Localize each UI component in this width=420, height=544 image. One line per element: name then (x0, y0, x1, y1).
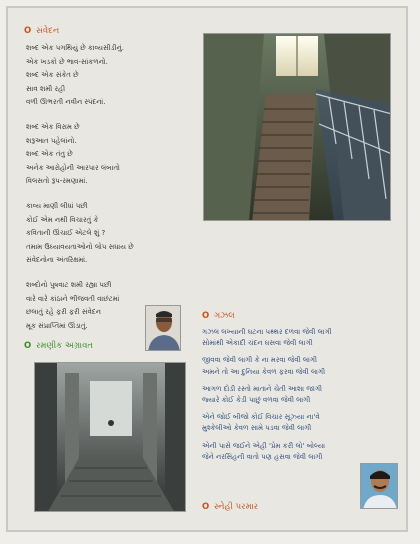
poem2-couplet (202, 327, 332, 349)
poem-line: ગઝલ લખ્યાની ઘટના પથ્થર દળવા જેવી લાગી (202, 328, 332, 336)
poem-line: એની પાસે જઈને એહી 'પ્રેમ કરી લો' બોલ્યા (202, 441, 326, 450)
poem-line: સંવેદનોના અંતરિક્ષમાં. (26, 256, 88, 265)
poem2-body (202, 327, 332, 469)
poem-line: અમને તો આ દુનિયા કેવળ ફરવા જેવી લાગી (202, 367, 326, 376)
poem-line: એને જોઈ બીજો કોઈ વિચાર સૂઝ્યા ના'વે (202, 413, 320, 422)
poem-line: આગળ દોડી રસ્તો માતાને ચેતી આશા જાગી (202, 384, 323, 393)
poem-line: વળી ઊભરતી નવીન સ્પંદનાં. (26, 98, 106, 107)
poem1-stanza (26, 42, 134, 110)
poem-line: છલાતું રહે ફરી ફરી સંવેદન (26, 308, 101, 317)
poem-line: સોમાંથી એકાદી ચંદન ઘસવા જેવી લાગી (202, 339, 313, 348)
poem2-couplet (202, 384, 332, 406)
poem-line: જ્યારે કોઈ કેડી પાછું વળવા જેવી લાગી (202, 396, 311, 405)
poem-line: કાવ્ય માણી લીધાં પછી (26, 201, 88, 210)
poem-line: મુશ્કેલીઓ કેવળ સામે પડવા જેવી લાગી (202, 424, 312, 433)
stairwell-photo (203, 33, 391, 221)
poem2-heading: O ગઝલ (202, 311, 235, 321)
poem1-author: O રમણીક અગ્રાવત (24, 341, 94, 351)
poem-line: અનેક આરોહોની આરપાર લંબાતો (26, 163, 120, 172)
poem-line: શબ્દ એક પગથિયું છે કાવ્યસીડીનું. (26, 44, 124, 52)
poem-line: કોઈ એમ નથી વિચારતું કે (26, 215, 99, 224)
poem-line: વારે વારે કાંઠાને ભીંજવતી વાછંટમાં (26, 294, 120, 303)
poem-line: મૂક સંપ્રાપ્તિમાં ઊંડાતું. (26, 321, 88, 330)
poem1-stanza (26, 279, 134, 333)
poem1-body (26, 42, 134, 344)
poem-line: વિલસતો રૂપ-રમણામાં. (26, 177, 88, 186)
poem-line: શબ્દોનો પુષવાટ શમી રહ્યા પછી (26, 280, 112, 289)
hall-photo (34, 362, 186, 512)
poem-line: એક ખડકો છે ભાવ-સાંકળનો. (26, 57, 108, 66)
poem-line: શબ્દ એક વિરામ છે (26, 122, 80, 131)
author-portrait (145, 305, 181, 351)
poem1-heading: O સંવેદન (24, 26, 60, 36)
poem1-stanza (26, 200, 134, 268)
author-portrait (360, 463, 398, 509)
poem-line: જેને નરસિંહની વાતો પણ હસવા જેવી લાગી (202, 452, 323, 461)
poem2-couplet (202, 441, 332, 463)
poem-line: તમામ ઉઘ્યાવયતાઓનો લોપ સધાય છે (26, 242, 134, 251)
poem1-stanza (26, 121, 134, 189)
poem2-author: O સ્નેહી પરમાર (202, 502, 259, 512)
poem-line: શરૂઆત પહેલાંનો. (26, 136, 77, 145)
poem2-couplet (202, 355, 332, 377)
poem-line: સાવ શમી રહી (26, 84, 66, 93)
poem-line: શબ્દ એક સંકેત છે (26, 71, 79, 80)
poem2-couplet (202, 412, 332, 434)
poem-line: જીવવા જેવી લાગી કે ના મરવા જેવી લાગી (202, 356, 318, 365)
poem-line: શબ્દ એક તંતુ છે (26, 150, 73, 159)
poem-line: કવિતાની ઊંચાઈ એટલે શું ? (26, 229, 106, 238)
